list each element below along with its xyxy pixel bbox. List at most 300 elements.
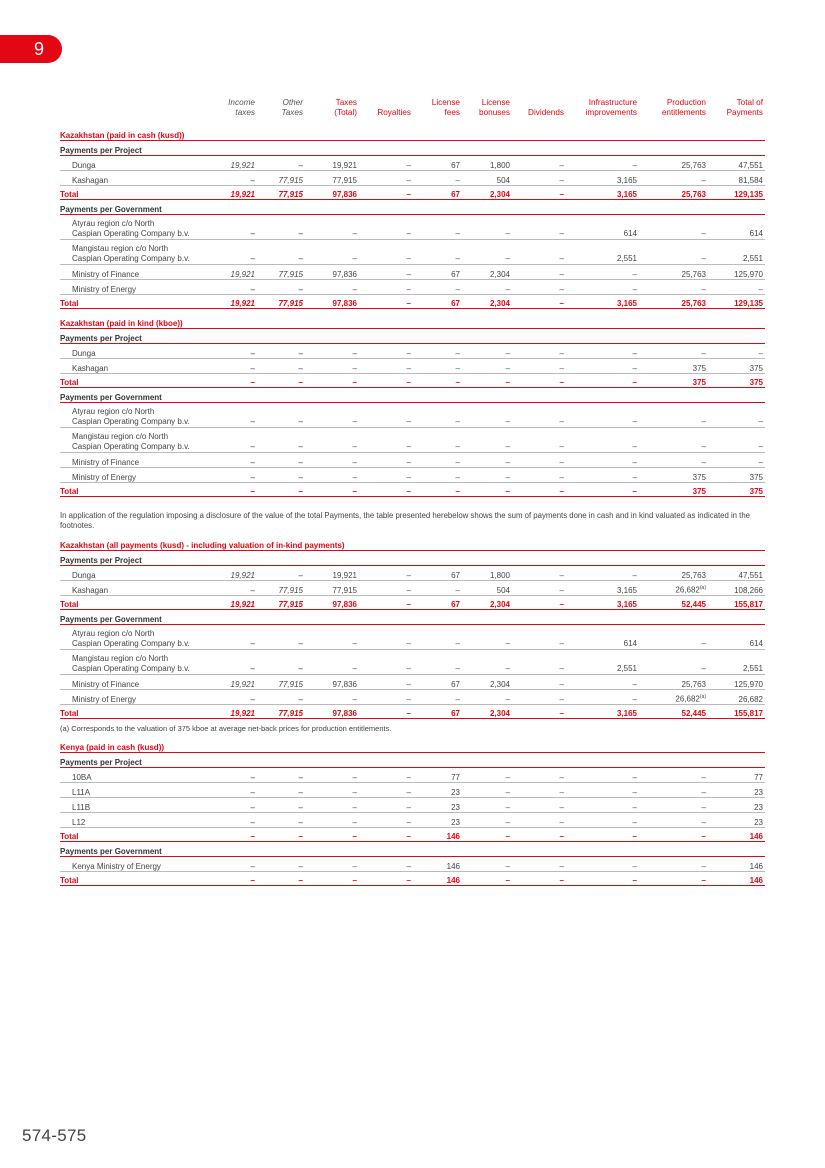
cell-value: – [413,171,462,186]
cell-value: 129,135 [708,295,765,309]
sub-text: Payments per Project [60,753,765,768]
cell-value: – [257,783,305,798]
cell-value: – [462,872,512,886]
hdr-0: Income taxes [228,98,255,117]
cell-value: 77,915 [257,581,305,596]
cell-value: 1,800 [462,566,512,581]
cell-value: 2,304 [462,675,512,690]
cell-value: 19,921 [209,705,257,719]
cell-value: – [512,344,566,359]
cell-value: – [462,453,512,468]
cell-value: – [512,483,566,497]
cell-value: – [708,403,765,428]
row-label: Mangistau region c/o North Caspian Operating Company b.v. [60,240,209,265]
cell-value: – [209,768,257,783]
cell-value: 146 [708,872,765,886]
page-number: 574-575 [22,1126,87,1145]
table-row [60,768,765,783]
cell-value: – [413,403,462,428]
cell-value: – [305,483,359,497]
cell-value: 3,165 [566,171,639,186]
cell-value: – [639,240,708,265]
cell-value: – [305,468,359,483]
cell-value: 97,836 [305,186,359,200]
cell-value: – [462,625,512,650]
hdr-9: Total of Payments [726,98,763,117]
cell-value: – [566,768,639,783]
row-label: Ministry of Energy [60,280,209,295]
cell-value: – [413,359,462,374]
header-royalties [359,98,413,121]
cell-value: – [257,768,305,783]
cell-value: 77,915 [257,675,305,690]
total-row [60,872,765,886]
section-heading [60,121,765,141]
cell-value: – [566,468,639,483]
cell-value: 614 [566,625,639,650]
cell-value: – [359,581,413,596]
cell-value: 25,763 [639,156,708,171]
row-label: Dunga [60,566,209,581]
cell-value: 52,445 [639,596,708,610]
cell-value: 375 [639,359,708,374]
cell-value: 375 [708,483,765,497]
cell-value: – [512,403,566,428]
cell-value: – [512,798,566,813]
cell-value: – [512,428,566,453]
cell-value: – [359,280,413,295]
hdr-7: Infrastructure improvements [585,98,637,117]
cell-value: – [359,768,413,783]
cell-value: – [413,280,462,295]
table-row [60,468,765,483]
hdr-3: Royalties [377,107,411,117]
table-row [60,566,765,581]
cell-value: – [257,828,305,842]
cell-value: – [257,813,305,828]
cell-value: – [512,468,566,483]
cell-value: – [462,403,512,428]
cell-value: – [462,468,512,483]
row-label: Dunga [60,344,209,359]
cell-value: 504 [462,581,512,596]
cell-value: – [305,650,359,675]
cell-value: 375 [708,359,765,374]
sub-text: Payments per Government [60,388,765,403]
cell-value: – [413,240,462,265]
section-heading [60,531,765,551]
cell-value: – [209,783,257,798]
cell-value: 504 [462,171,512,186]
cell-value: 23 [413,798,462,813]
cell-value: 77,915 [257,596,305,610]
cell-value: 77,915 [257,295,305,309]
cell-value: – [305,280,359,295]
table-row [60,453,765,468]
cell-value: 77,915 [305,171,359,186]
cell-value: 47,551 [708,566,765,581]
cell-value: – [413,428,462,453]
cell-value: 125,970 [708,265,765,280]
sub-text: Payments per Project [60,141,765,156]
cell-value: – [359,596,413,610]
total-row [60,295,765,309]
cell-value: – [512,186,566,200]
cell-value: 23 [413,813,462,828]
cell-value: 23 [708,798,765,813]
section-text: Kazakhstan (paid in cash (kusd)) [60,121,765,141]
cell-value: – [305,359,359,374]
cell-value: 77,915 [305,581,359,596]
cell-value: 614 [566,215,639,240]
cell-value: – [462,483,512,497]
cell-value: 77 [708,768,765,783]
para-text: In application of the regulation imposing a disclosure of the value of the total Payments, the table presented herebelow shows the sum of payments done in cash and in kind valuated as indicated in the footnotes. [60,511,751,530]
row-label: Kashagan [60,359,209,374]
cell-value: – [209,344,257,359]
cell-value: 19,921 [305,156,359,171]
cell-value: 2,304 [462,705,512,719]
cell-value: 108,266 [708,581,765,596]
cell-value: 25,763 [639,566,708,581]
cell-value: – [639,215,708,240]
cell-value: – [257,156,305,171]
cell-value: – [209,625,257,650]
cell-value: – [462,344,512,359]
cell-value: – [462,428,512,453]
total-row [60,828,765,842]
cell-value: 97,836 [305,705,359,719]
cell-value: 26,682 [708,690,765,705]
cell-value: – [639,798,708,813]
cell-value: 67 [413,705,462,719]
header-dividends [512,98,566,121]
table-row [60,813,765,828]
cell-value: – [512,705,566,719]
cell-value: – [359,705,413,719]
row-label: Ministry of Finance [60,265,209,280]
cell-value: – [257,374,305,388]
cell-value: – [413,468,462,483]
cell-value: – [512,156,566,171]
cell-value: – [512,675,566,690]
cell-value: 19,921 [209,265,257,280]
cell-value: 67 [413,295,462,309]
cell-value: 77,915 [257,705,305,719]
cell-value: – [209,581,257,596]
cell-value: – [512,359,566,374]
cell-value: – [305,813,359,828]
explanatory-note [60,497,765,532]
cell-value: – [566,453,639,468]
cell-value: – [639,453,708,468]
cell-value: – [359,675,413,690]
cell-value: – [209,240,257,265]
cell-value: – [462,857,512,872]
header-taxes-total [305,98,359,121]
cell-value: – [512,374,566,388]
table-row [60,690,765,705]
cell-value: 97,836 [305,265,359,280]
cell-value: – [257,280,305,295]
cell-value: – [359,215,413,240]
cell-value: 19,921 [209,675,257,690]
cell-value: – [512,857,566,872]
cell-value: 19,921 [209,596,257,610]
row-label: L11A [60,783,209,798]
row-label: Ministry of Energy [60,468,209,483]
cell-value: – [359,798,413,813]
sub-text: Payments per Government [60,842,765,857]
cell-value: 2,304 [462,295,512,309]
cell-value: – [639,344,708,359]
row-label: L12 [60,813,209,828]
row-label: Mangistau region c/o North Caspian Operating Company b.v. [60,650,209,675]
cell-value: – [512,171,566,186]
total-row [60,374,765,388]
cell-value: – [512,453,566,468]
table-row [60,675,765,690]
cell-value: 97,836 [305,675,359,690]
cell-value: – [639,428,708,453]
total-row [60,483,765,497]
cell-value: – [209,798,257,813]
cell-value: – [462,650,512,675]
row-label: Total [60,483,209,497]
header-license-fees [413,98,462,121]
section-heading [60,309,765,329]
cell-value: – [512,783,566,798]
cell-value: – [359,857,413,872]
cell-value: – [359,872,413,886]
sub-text: Payments per Government [60,610,765,625]
cell-value: – [512,650,566,675]
cell-value: 67 [413,675,462,690]
cell-value: – [708,344,765,359]
cell-value: 3,165 [566,186,639,200]
row-label: Dunga [60,156,209,171]
cell-value: – [566,857,639,872]
cell-value: 19,921 [209,566,257,581]
cell-value: – [209,280,257,295]
row-label: Total [60,374,209,388]
cell-value: – [566,813,639,828]
cell-value: – [305,783,359,798]
cell-value: 23 [708,783,765,798]
section-heading [60,733,765,753]
header-total-payments [708,98,765,121]
cell-value: – [359,344,413,359]
cell-value: – [566,690,639,705]
row-label: Ministry of Energy [60,690,209,705]
header-infrastructure [566,98,639,121]
hdr-5: License bonuses [479,98,510,117]
cell-value: – [209,468,257,483]
cell-value: 23 [413,783,462,798]
cell-value: – [305,768,359,783]
hdr-1: Other Taxes [281,98,303,117]
cell-value: 375 [639,483,708,497]
cell-value: – [359,813,413,828]
cell-value: 25,763 [639,186,708,200]
cell-value: – [257,625,305,650]
row-label: Mangistau region c/o North Caspian Operating Company b.v. [60,428,209,453]
cell-value: – [566,483,639,497]
cell-value: 67 [413,566,462,581]
cell-value: – [708,428,765,453]
cell-value: – [708,453,765,468]
cell-value: – [359,483,413,497]
cell-value: – [413,581,462,596]
row-label: Total [60,828,209,842]
section-number-tab [0,35,62,63]
hdr-2: Taxes (Total) [334,98,357,117]
cell-value: – [209,359,257,374]
cell-value: – [512,872,566,886]
cell-value: – [209,857,257,872]
cell-value: 146 [708,857,765,872]
cell-value: 3,165 [566,295,639,309]
subsection-heading [60,200,765,215]
subsection-heading [60,329,765,344]
cell-value: – [462,768,512,783]
cell-value: – [512,265,566,280]
cell-value: – [359,295,413,309]
row-label: Kashagan [60,581,209,596]
note-text: (a) Corresponds to the valuation of 375 kboe at average net-back prices for production entitlements. [60,724,392,733]
cell-value: 2,304 [462,186,512,200]
subsection-heading [60,610,765,625]
cell-value: 2,551 [566,240,639,265]
cell-value: – [413,650,462,675]
row-label: 10BA [60,768,209,783]
cell-value: 67 [413,596,462,610]
cell-value: – [359,625,413,650]
cell-value: 19,921 [305,566,359,581]
cell-value: 614 [708,625,765,650]
cell-value: – [512,295,566,309]
cell-value: – [359,566,413,581]
cell-value: – [512,280,566,295]
table-body [60,121,765,886]
footnote-marker: (a) [699,585,706,592]
cell-value: – [359,265,413,280]
cell-value: – [566,374,639,388]
cell-value: 146 [413,857,462,872]
cell-value: – [566,359,639,374]
cell-value: – [359,359,413,374]
cell-value: 3,165 [566,581,639,596]
cell-value: 23 [708,813,765,828]
cell-value: – [413,690,462,705]
row-label: Total [60,295,209,309]
cell-value: – [462,280,512,295]
cell-value: – [257,468,305,483]
cell-value: – [359,828,413,842]
cell-value: – [708,280,765,295]
cell-value: – [257,240,305,265]
footnote [60,719,765,734]
cell-value: – [566,156,639,171]
cell-value: 3,165 [566,596,639,610]
footnote-marker: (a) [699,694,706,701]
cell-value: 77 [413,768,462,783]
cell-value: 67 [413,265,462,280]
cell-value: – [566,872,639,886]
cell-value: – [512,581,566,596]
header-row [60,98,765,121]
section-text: Kenya (paid in cash (kusd)) [60,733,765,753]
cell-value: – [512,596,566,610]
cell-value: 146 [413,872,462,886]
cell-value: – [413,344,462,359]
cell-value: – [639,650,708,675]
cell-value: – [257,650,305,675]
cell-value: – [512,768,566,783]
cell-value: 25,763 [639,675,708,690]
cell-value: – [413,215,462,240]
cell-value: 67 [413,186,462,200]
cell-value: – [305,798,359,813]
cell-value: 25,763 [639,265,708,280]
cell-value: 375 [639,374,708,388]
subsection-heading [60,388,765,403]
cell-value: 77,915 [257,186,305,200]
cell-value: – [257,566,305,581]
cell-value: – [359,783,413,798]
cell-value: – [305,625,359,650]
cell-value: – [305,215,359,240]
cell-value: – [209,215,257,240]
cell-value: – [209,872,257,886]
cell-value: – [257,798,305,813]
cell-value: – [209,813,257,828]
cell-value: – [512,828,566,842]
row-label: Total [60,872,209,886]
cell-value: – [305,690,359,705]
cell-value: 375 [708,468,765,483]
cell-value: – [209,403,257,428]
cell-value: 2,551 [566,650,639,675]
cell-value: 25,763 [639,295,708,309]
cell-value: 26,682$^{(a)}$ [639,690,708,705]
cell-value: 155,817 [708,705,765,719]
cell-value: 2,304 [462,596,512,610]
row-label: L11B [60,798,209,813]
cell-value: – [257,428,305,453]
cell-value: – [566,403,639,428]
cell-value: – [566,344,639,359]
sub-text: Payments per Government [60,200,765,215]
total-row [60,186,765,200]
header-production-entitlements [639,98,708,121]
cell-value: 77,915 [257,265,305,280]
section-text: Kazakhstan (all payments (kusd) - including valuation of in-kind payments) [60,531,765,551]
cell-value: – [359,428,413,453]
cell-value: – [209,483,257,497]
cell-value: – [209,171,257,186]
subsection-heading [60,842,765,857]
table-row [60,280,765,295]
cell-value: – [257,857,305,872]
cell-value: – [359,186,413,200]
cell-value: – [359,690,413,705]
cell-value: – [359,403,413,428]
cell-value: – [257,359,305,374]
cell-value: – [639,783,708,798]
cell-value: 97,836 [305,295,359,309]
total-row [60,596,765,610]
